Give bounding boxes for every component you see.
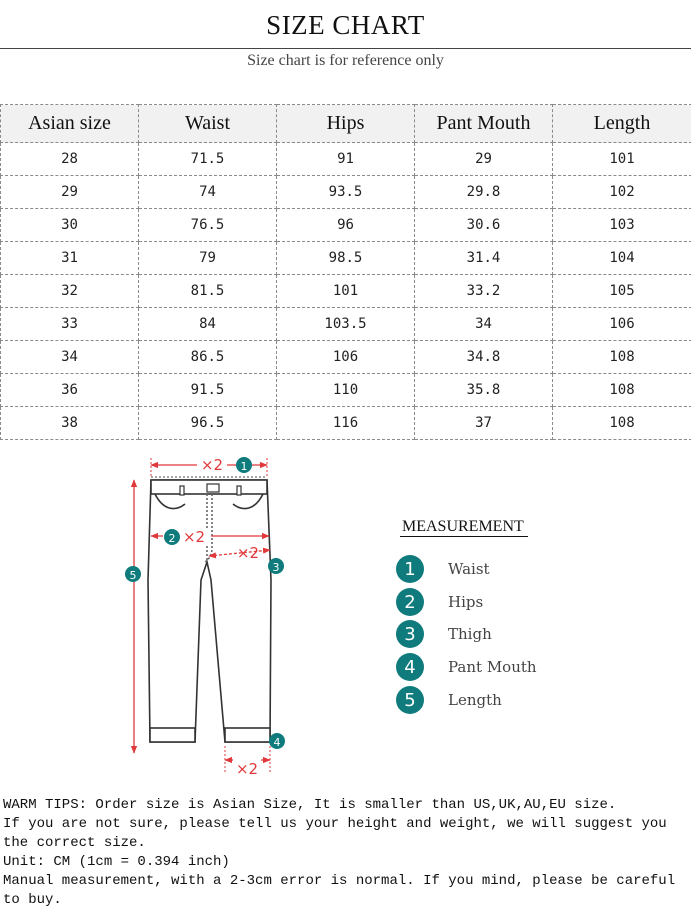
- table-row: [1, 341, 691, 374]
- table-cell: 38: [1, 407, 139, 440]
- table-cell: 37: [415, 407, 553, 440]
- column-header: Length: [553, 105, 691, 143]
- table-cell: 103.5: [277, 308, 415, 341]
- length-measure: [125, 480, 141, 753]
- measurement-label: Pant Mouth: [448, 658, 537, 676]
- table-cell: 33: [1, 308, 139, 341]
- thigh-multiplier: ×2: [236, 544, 260, 562]
- table-cell: 28: [1, 143, 139, 176]
- table-row: [1, 275, 691, 308]
- table-cell: 31.4: [415, 242, 553, 275]
- table-row: [1, 209, 691, 242]
- measurement-label: Thigh: [448, 625, 492, 643]
- table-row: [1, 374, 691, 407]
- pants-measurement-diagram: [115, 450, 295, 780]
- table-cell: 79: [139, 242, 277, 275]
- table-cell: 103: [553, 209, 691, 242]
- svg-text:4: 4: [273, 736, 281, 749]
- waist-measure: [151, 455, 267, 478]
- table-cell: 31: [1, 242, 139, 275]
- table-row: [1, 143, 691, 176]
- table-cell: 91.5: [139, 374, 277, 407]
- table-cell: 30.6: [415, 209, 553, 242]
- measurement-title: MEASUREMENT: [400, 518, 528, 537]
- table-cell: 84: [139, 308, 277, 341]
- table-cell: 104: [553, 242, 691, 275]
- column-header: Asian size: [1, 105, 139, 143]
- hips-multiplier: ×2: [182, 528, 206, 546]
- measurement-item-length: [396, 686, 502, 714]
- tip-line: If you are not sure, please tell us your height and weight, we will suggest you the correct size.: [3, 816, 667, 851]
- svg-text:3: 3: [272, 561, 280, 574]
- number-badge: 2: [396, 588, 424, 616]
- svg-text:5: 5: [129, 569, 137, 582]
- table-cell: 34: [1, 341, 139, 374]
- warm-tips: [3, 796, 687, 910]
- waist-multiplier: ×2: [200, 456, 224, 474]
- table-cell: 105: [553, 275, 691, 308]
- table-cell: 33.2: [415, 275, 553, 308]
- table-cell: 81.5: [139, 275, 277, 308]
- column-header: Hips: [277, 105, 415, 143]
- table-cell: 29: [1, 176, 139, 209]
- svg-text:1: 1: [240, 460, 248, 473]
- pant-mouth-multiplier: ×2: [235, 760, 259, 778]
- table-cell: 91: [277, 143, 415, 176]
- number-badge: 1: [396, 555, 424, 583]
- table-cell: 108: [553, 374, 691, 407]
- title-divider: [0, 48, 691, 49]
- table-cell: 116: [277, 407, 415, 440]
- table-cell: 108: [553, 341, 691, 374]
- page-title: SIZE CHART: [266, 10, 425, 40]
- table-cell: 34: [415, 308, 553, 341]
- measurement-item-pant-mouth: [396, 653, 537, 681]
- page-subtitle: Size chart is for reference only: [247, 52, 444, 69]
- measurement-label: Length: [448, 691, 502, 709]
- table-cell: 108: [553, 407, 691, 440]
- svg-text:2: 2: [168, 532, 176, 545]
- table-cell: 110: [277, 374, 415, 407]
- number-badge: 5: [396, 686, 424, 714]
- measurement-item-waist: [396, 555, 490, 583]
- table-cell: 30: [1, 209, 139, 242]
- column-header: Waist: [139, 105, 277, 143]
- table-row: [1, 308, 691, 341]
- table-cell: 35.8: [415, 374, 553, 407]
- table-row: [1, 176, 691, 209]
- tip-line: Unit: CM (1cm = 0.394 inch): [3, 854, 230, 870]
- measurement-item-thigh: [396, 620, 492, 648]
- pants-outline: [148, 477, 271, 742]
- table-cell: 96.5: [139, 407, 277, 440]
- table-cell: 106: [277, 341, 415, 374]
- measurement-label: Waist: [448, 560, 490, 578]
- table-cell: 71.5: [139, 143, 277, 176]
- table-cell: 36: [1, 374, 139, 407]
- table-cell: 101: [553, 143, 691, 176]
- table-row: [1, 407, 691, 440]
- table-cell: 29: [415, 143, 553, 176]
- tip-line: Manual measurement, with a 2-3cm error is normal. If you mind, please be careful to buy.: [3, 873, 676, 908]
- table-cell: 102: [553, 176, 691, 209]
- table-cell: 34.8: [415, 341, 553, 374]
- measurement-label: Hips: [448, 593, 484, 611]
- table-cell: 101: [277, 275, 415, 308]
- number-badge: 4: [396, 653, 424, 681]
- table-row: [1, 242, 691, 275]
- table-cell: 74: [139, 176, 277, 209]
- measurement-item-hips: [396, 588, 483, 616]
- size-chart-table: [0, 104, 691, 440]
- table-header-row: [1, 105, 691, 143]
- column-header: Pant Mouth: [415, 105, 553, 143]
- table-cell: 93.5: [277, 176, 415, 209]
- table-cell: 29.8: [415, 176, 553, 209]
- table-cell: 106: [553, 308, 691, 341]
- table-cell: 96: [277, 209, 415, 242]
- table-cell: 32: [1, 275, 139, 308]
- number-badge: 3: [396, 620, 424, 648]
- tip-line: WARM TIPS: Order size is Asian Size, It is smaller than US,UK,AU,EU size.: [3, 797, 617, 813]
- table-cell: 98.5: [277, 242, 415, 275]
- table-cell: 76.5: [139, 209, 277, 242]
- table-cell: 86.5: [139, 341, 277, 374]
